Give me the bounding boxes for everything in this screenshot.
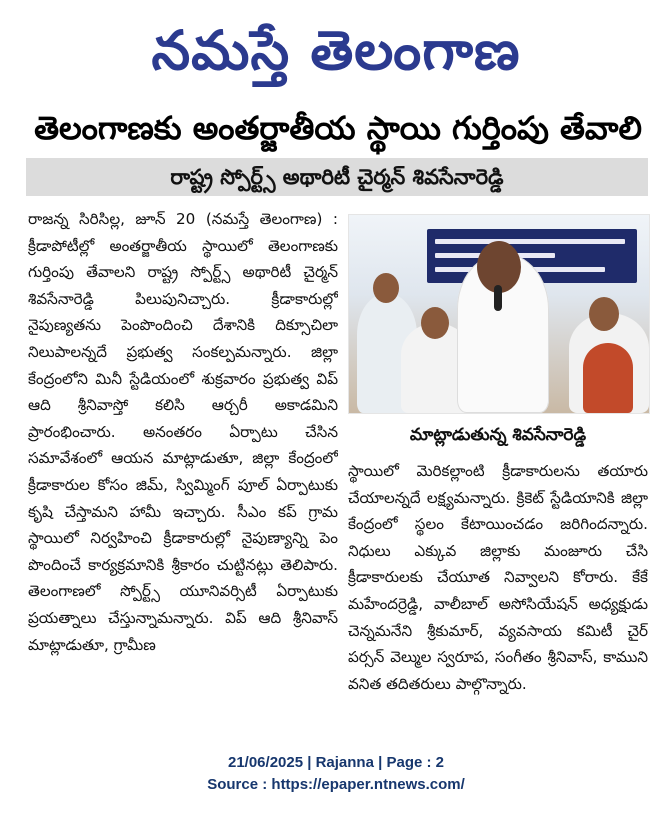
right-column-text: స్థాయిలో మెరికల్లాంటి క్రీడాకారులను తయారు చేయాలన్నదే లక్ష్యమన్నారు. క్రికెట్ స్టేడియానికి జిల్లా కేంద్రంలో స్థలం కేటాయించడం జరిగిందన్నారు. నిధులు ఎక్కువ జిల్లాకు మంజూరు చేసి క్రీడాకారులకు చేయూత నివ్వాలని కోరారు. కేకే మహేందర్రెడ్డి, వాలీబాల్ అసోసియేషన్ అధ్యక్షుడు చెన్నమనేని శ్రీకుమార్, వ్యవసాయ కమిటీ చైర్ పర్సన్ వెల్ముల స్వరూప, సంగీతం శ్రీనివాస్, కాముని వనిత తదితరులు పాల్గొన్నారు.	[348, 462, 648, 693]
microphone	[494, 285, 502, 311]
person-head	[373, 273, 399, 303]
person-head	[421, 307, 449, 339]
news-photo	[348, 214, 650, 414]
left-column-text: రాజన్న సిరిసిల్ల, జూన్ 20 (నమస్తే తెలంగాణ) : క్రీడాపోటీల్లో అంతర్జాతీయ స్థాయిలో తెలంగాణకు గుర్తింపు తేవాలని రాష్ట్ర స్పోర్ట్స్ అథారిటీ చైర్మన్ శివసేనారెడ్డి పిలుపునిచ్చారు. క్రీడాకారుల్లో నైపుణ్యతను పెంపొందించి దేశానికి దిక్సూచిలా నిలుపాలన్నదే ప్రభుత్వ సంకల్పమన్నారు. జిల్లా కేంద్రంలోని మినీ స్టేడియంలో శుక్రవారం ప్రభుత్వ విప్ ఆది శ్రీనివాస్తో కలిసి ఆర్చరీ అకాడమిని ప్రారంభించారు. అనంతరం ఏర్పాటు చేసిన సమావేశంలో ఆయన మాట్లాడుతూ, జిల్లా కేంద్రంలో క్రీడాకారుల కోసం జిమ్, స్విమ్మింగ్ పూల్ ఏర్పాటుకు కృషి చేస్తామని హామీ ఇచ్చారు. సీఎం కప్ గ్రామ స్థాయిలో నిర్వహించి క్రీడాకారుల్లో నైపుణ్యాన్ని పెం పొందించే కార్యక్రమానికి శ్రీకారం చుట్టినట్లు తెలిపారు. తెలంగాణలో స్పోర్ట్స్ యూనివర్సిటీ ఏర్పాటుకు ప్రయత్నాలు చేస్తున్నామన్నారు. విప్ ఆది శ్రీనివాస్ మాట్లాడుతూ, గ్రామీణ	[28, 210, 338, 654]
article-body-left-column	[28, 206, 338, 738]
photo-caption: మాట్లాడుతున్న శివసేనారెడ్డి	[409, 425, 587, 445]
article-subheadline: రాష్ట్ర స్పోర్ట్స్ అథారిటీ చైర్మన్ శివసేనారెడ్డి	[26, 158, 648, 196]
source-link[interactable]: Source : https://epaper.ntnews.com/	[207, 776, 465, 793]
person-figure	[583, 343, 633, 413]
article-body-right-column	[348, 458, 648, 738]
person-head	[589, 297, 619, 331]
edition-info: 21/06/2025 | Rajanna | Page : 2	[227, 754, 444, 771]
article-headline: తెలంగాణకు అంతర్జాతీయ స్థాయి గుర్తింపు తేవాలి	[34, 109, 642, 147]
masthead-title: నమస్తే తెలంగాణ	[151, 18, 521, 82]
